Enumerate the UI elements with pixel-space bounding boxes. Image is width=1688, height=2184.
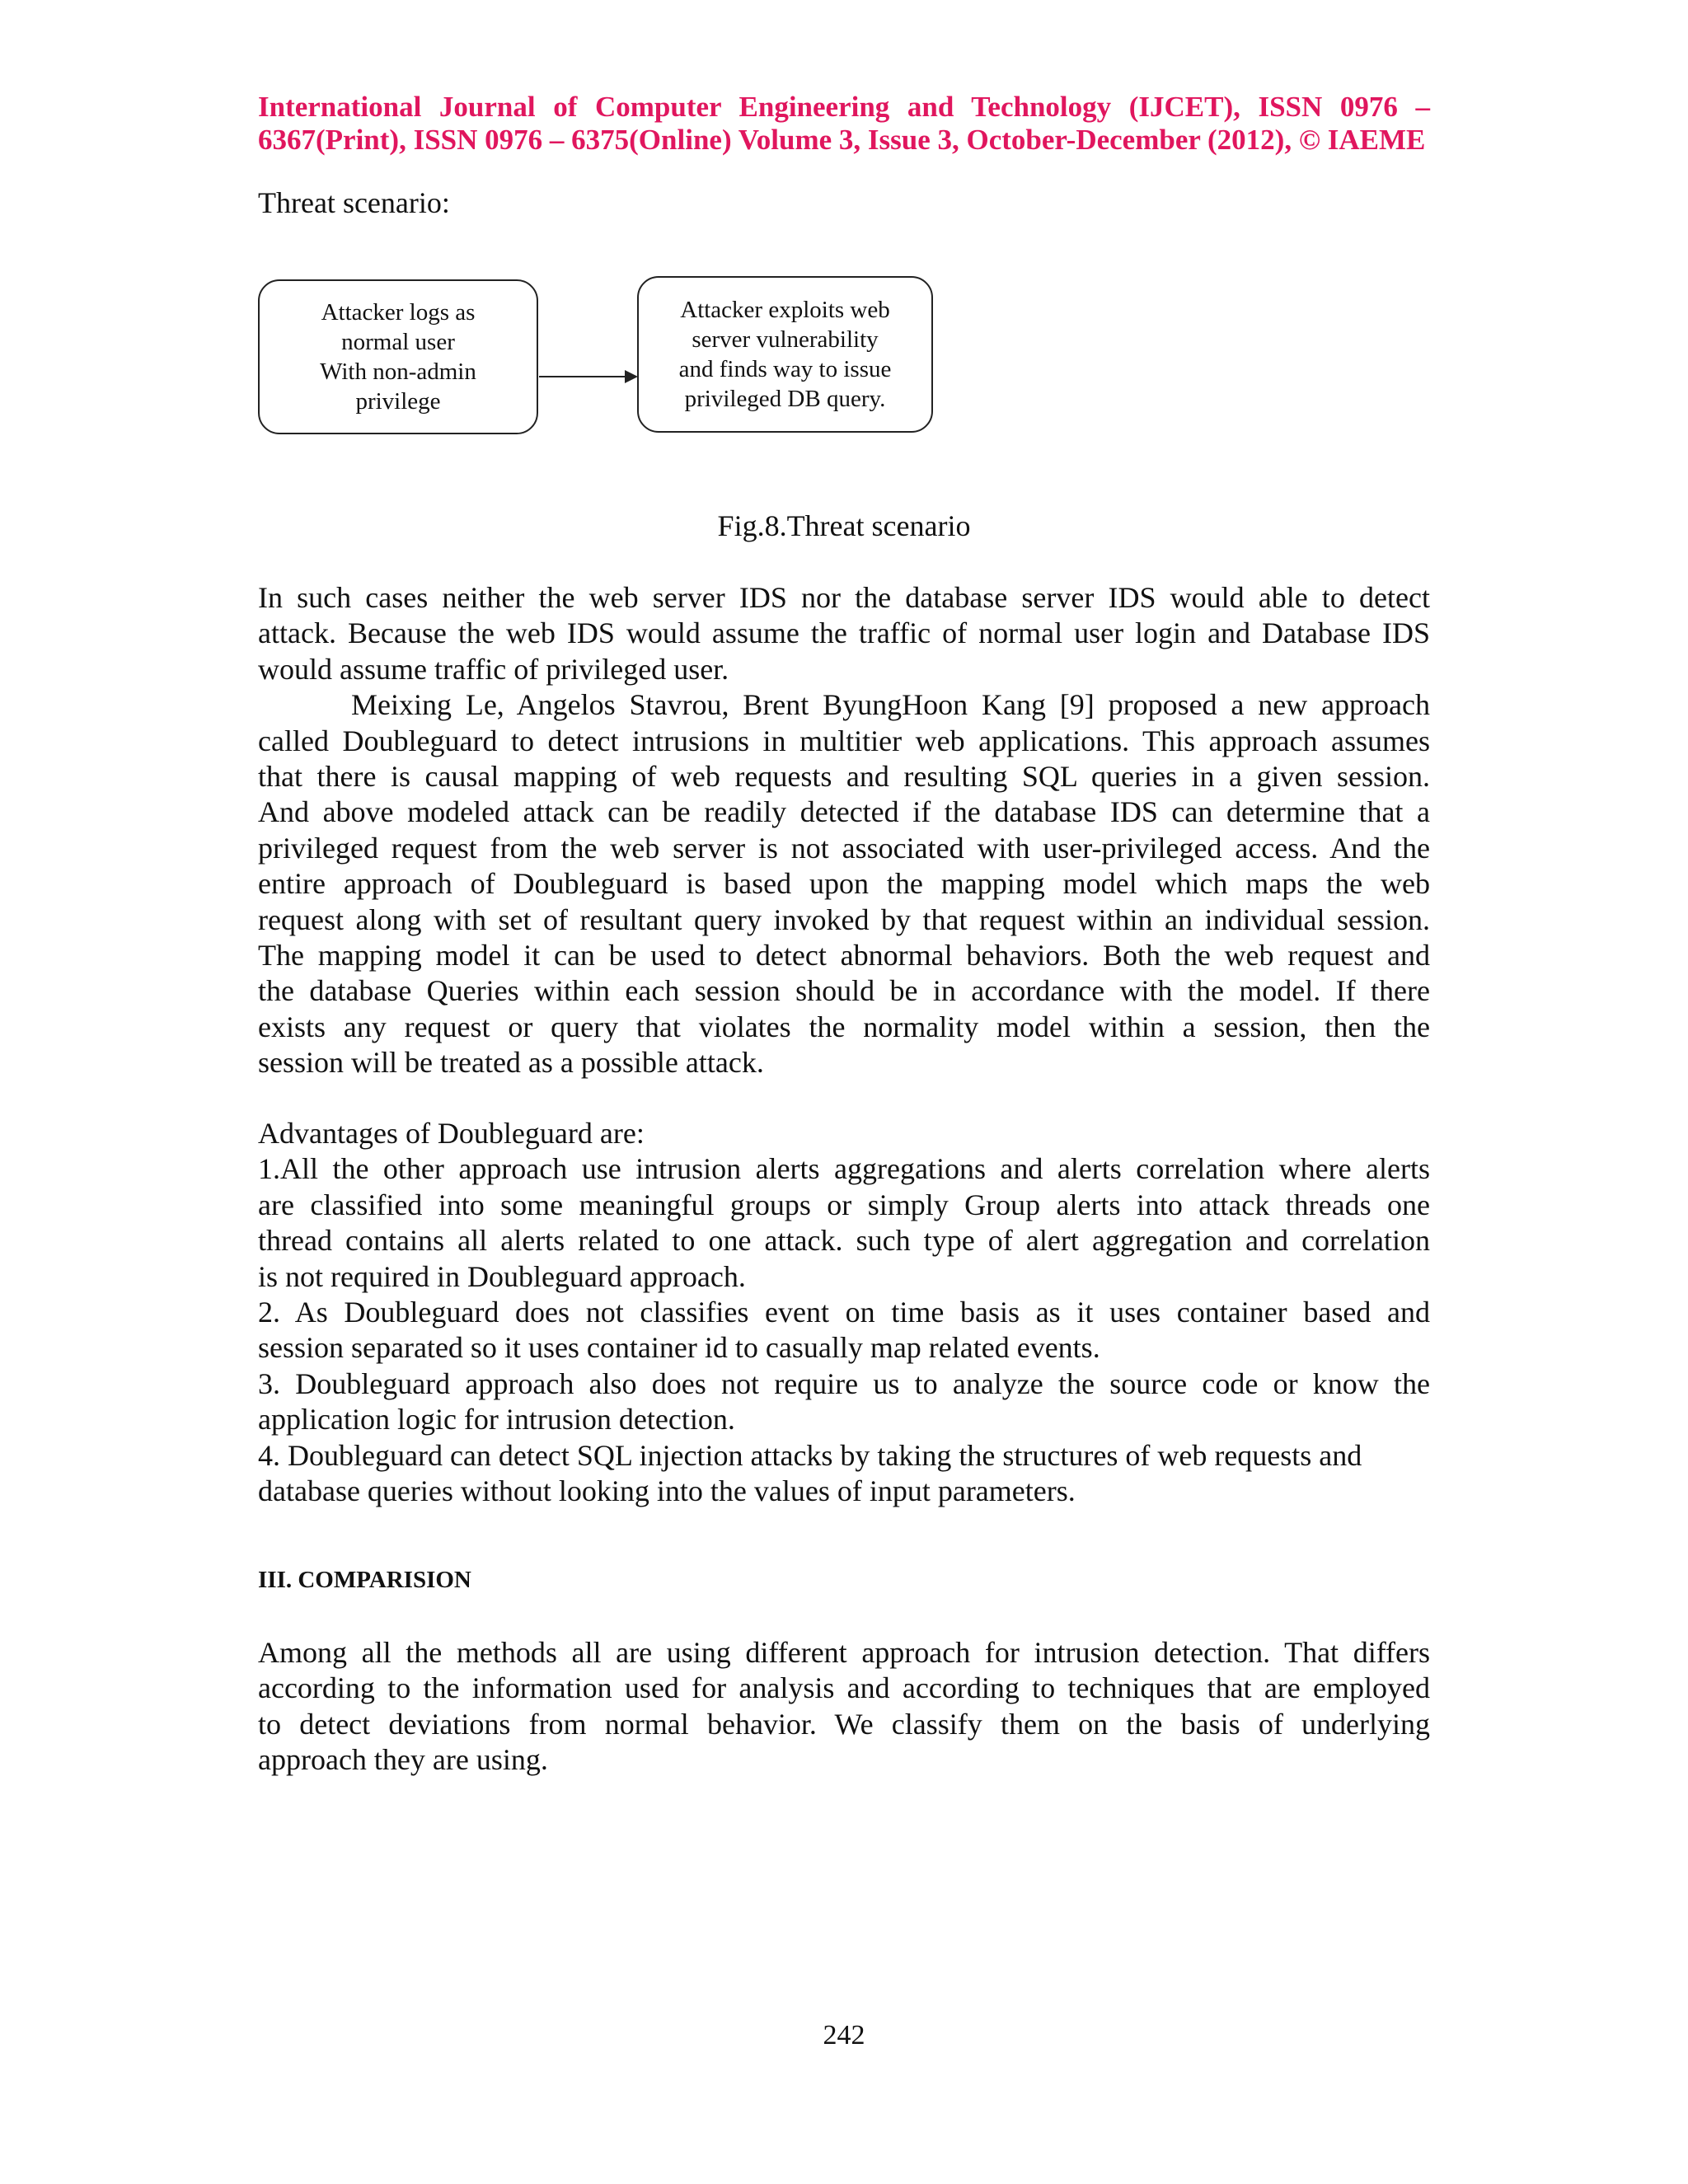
paragraph-line: would assume traffic of privileged user.: [258, 652, 729, 686]
paragraph-line: privileged request from the web server is not associated with user-privileged access. And the: [258, 831, 1430, 865]
advantage-line: are classified into some meaningful groups or simply Group alerts into attack threads one: [258, 1188, 1430, 1221]
advantage-line: application logic for intrusion detection.: [258, 1403, 735, 1436]
paragraph-1: [258, 580, 1430, 1081]
attacker-login-box: [258, 279, 538, 434]
advantage-line: is not required in Doubleguard approach.: [258, 1259, 746, 1293]
paragraph-line: that there is causal mapping of web requests and resulting SQL queries in a given session.: [258, 760, 1430, 794]
box1-line: With non-admin: [320, 359, 476, 385]
advantage-line: session separated so it uses container id to casually map related events.: [258, 1331, 1100, 1365]
advantage-line: 1.All the other approach use intrusion alerts aggregations and alerts correlation where alerts: [258, 1152, 1430, 1186]
box2-line: server vulnerability: [692, 326, 879, 353]
paragraph-line: In such cases neither the web server IDS nor the database server IDS would able to detect: [258, 581, 1430, 614]
paragraph-line: according to the information used for analysis and according to techniques that are employed: [258, 1671, 1430, 1705]
advantage-line: database queries without looking into the values of input parameters.: [258, 1474, 1076, 1508]
journal-header-line-1: International Journal of Computer Engineering and Technology (IJCET), ISSN 0976 –: [258, 91, 1430, 123]
journal-header: [258, 91, 1430, 157]
box1-line: normal user: [341, 329, 455, 355]
box1-line: privilege: [355, 388, 441, 415]
paragraph-3: [258, 1635, 1430, 1779]
box1-line: Attacker logs as: [321, 299, 476, 326]
box2-line: privileged DB query.: [684, 386, 886, 412]
figure-caption: Fig.8.Threat scenario: [717, 509, 971, 542]
advantage-line: thread contains all alerts related to one attack. such type of alert aggregation and correlation: [258, 1224, 1430, 1258]
box2-line: Attacker exploits web: [680, 297, 890, 323]
advantage-line: 2. As Doubleguard does not classifies event on time basis as it uses container based and: [258, 1296, 1430, 1329]
paragraph-line: Among all the methods all are using different approach for intrusion detection. That differs: [258, 1636, 1430, 1669]
threat-scenario-diagram: [258, 273, 1000, 446]
advantage-line: 3. Doubleguard approach also does not require us to analyze the source code or know the: [258, 1366, 1430, 1400]
section-title: III. COMPARISION: [258, 1567, 471, 1593]
attacker-exploit-box: [637, 276, 933, 433]
paragraph-line: exists any request or query that violates the normality model within a session, then the: [258, 1010, 1430, 1043]
paragraph-line: approach they are using.: [258, 1743, 548, 1777]
paragraph-line: And above modeled attack can be readily detected if the database IDS can determine that a: [258, 795, 1430, 829]
threat-scenario-label: Threat scenario:: [258, 186, 450, 219]
journal-header-line-2: 6367(Print), ISSN 0976 – 6375(Online) Volume 3, Issue 3, October-December (2012), © IAEME: [258, 124, 1426, 156]
flow-arrow-head: [625, 370, 638, 383]
paragraph-line: entire approach of Doubleguard is based upon the mapping model which maps the web: [258, 867, 1430, 901]
paragraph-line: attack. Because the web IDS would assume the traffic of normal user login and Database IDS: [258, 616, 1430, 650]
advantage-line: 4. Doubleguard can detect SQL injection attacks by taking the structures of web requests and: [258, 1438, 1362, 1472]
paragraph-line: Meixing Le, Angelos Stavrou, Brent ByungHoon Kang [9] proposed a new approach: [351, 688, 1430, 722]
page-number: 242: [823, 2020, 865, 2050]
paragraph-line: The mapping model it can be used to detect abnormal behaviors. Both the web request and: [258, 939, 1430, 972]
paragraph-line: the database Queries within each session should be in accordance with the model. If there: [258, 974, 1430, 1008]
flow-arrow-line: [539, 376, 626, 377]
advantages-section: [258, 1116, 1430, 1509]
paragraph-line: to detect deviations from normal behavior. We classify them on the basis of underlying: [258, 1707, 1430, 1741]
paragraph-line: request along with set of resultant query invoked by that request within an individual session.: [258, 902, 1430, 936]
paragraph-line: session will be treated as a possible attack.: [258, 1046, 764, 1080]
paragraph-line: called Doubleguard to detect intrusions in multitier web applications. This approach assumes: [258, 724, 1430, 757]
advantages-heading: Advantages of Doubleguard are:: [258, 1117, 645, 1150]
box2-line: and finds way to issue: [678, 356, 892, 382]
